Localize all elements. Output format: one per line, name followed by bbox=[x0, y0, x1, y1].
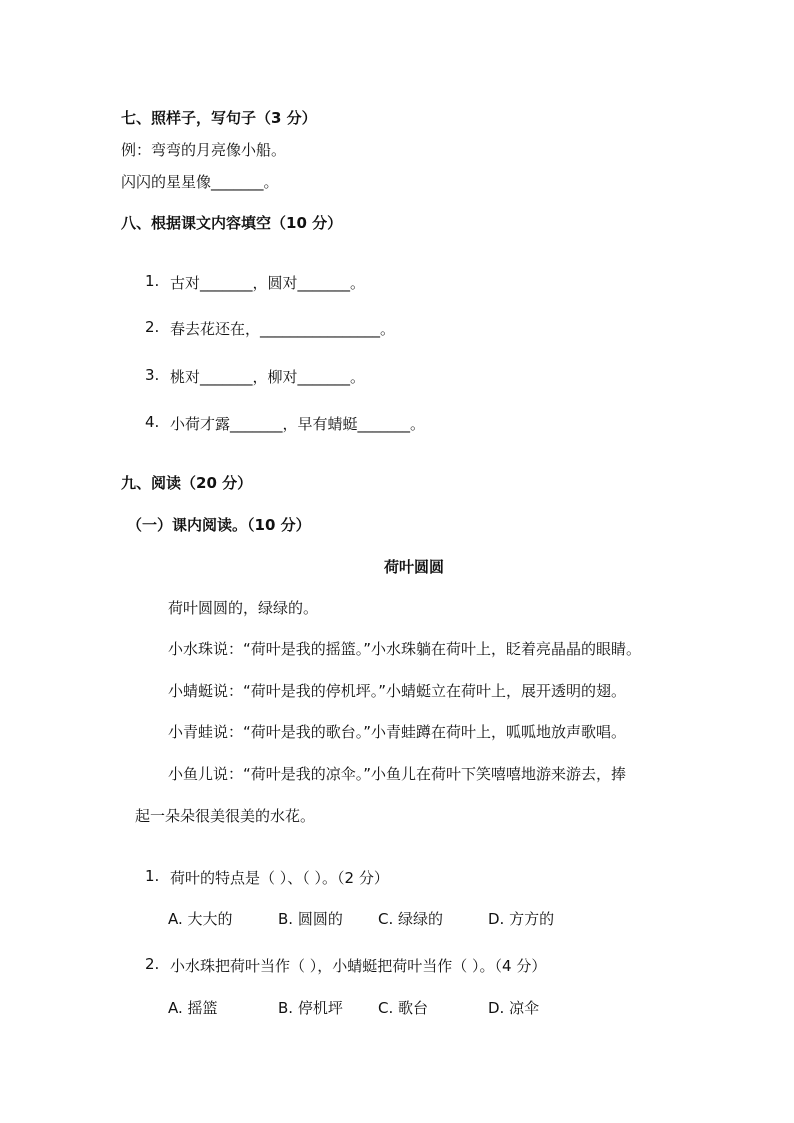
fill-item-2: 春去花还在，________________。 bbox=[170, 320, 396, 338]
passage-paragraph: 荷叶圆圆的，绿绿的。 bbox=[168, 599, 319, 617]
question-1-text: 荷叶的特点是（ ）、（ ）。（2 分） bbox=[170, 869, 389, 887]
question-2-option-d: D. 凉伞 bbox=[488, 999, 540, 1017]
question-2-num: 2. bbox=[145, 955, 160, 973]
question-1-option-b: B. 圆圆的 bbox=[278, 910, 343, 928]
section9-subheading: （一）课内阅读。（10 分） bbox=[127, 516, 311, 534]
section8-heading: 八、根据课文内容填空（10 分） bbox=[121, 214, 343, 232]
question-2-option-c: C. 歌台 bbox=[378, 999, 429, 1017]
passage-paragraph: 小青蛙说：“荷叶是我的歌台。”小青蛙蹲在荷叶上，呱呱地放声歌唱。 bbox=[168, 723, 627, 741]
question-1-option-d: D. 方方的 bbox=[488, 910, 555, 928]
passage-paragraph: 小鱼儿说：“荷叶是我的凉伞。”小鱼儿在荷叶下笑嘻嘻地游来游去，捧 bbox=[168, 765, 627, 783]
question-2-option-b: B. 停机坪 bbox=[278, 999, 343, 1017]
question-1-num: 1. bbox=[145, 867, 160, 885]
question-1-option-a: A. 大大的 bbox=[168, 910, 233, 928]
fill-item-1-num: 1. bbox=[145, 272, 160, 290]
section7-heading: 七、照样子，写句子（3 分） bbox=[121, 109, 317, 127]
passage-paragraph: 起一朵朵很美很美的水花。 bbox=[135, 807, 316, 825]
section7-example: 例：弯弯的月亮像小船。 bbox=[121, 141, 287, 159]
section7-prompt: 闪闪的星星像_______。 bbox=[121, 173, 279, 191]
passage-paragraph: 小蜻蜓说：“荷叶是我的停机坪。”小蜻蜓立在荷叶上，展开透明的翅。 bbox=[168, 682, 627, 700]
passage-title: 荷叶圆圆 bbox=[384, 558, 445, 576]
fill-item-4: 小荷才露_______，早有蜻蜓_______。 bbox=[170, 415, 426, 433]
question-2-option-a: A. 摇篮 bbox=[168, 999, 218, 1017]
question-1-option-c: C. 绿绿的 bbox=[378, 910, 444, 928]
fill-item-4-num: 4. bbox=[145, 413, 160, 431]
question-2-text: 小水珠把荷叶当作（ ），小蜻蜓把荷叶当作（ ）。（4 分） bbox=[170, 957, 547, 975]
fill-item-3: 桃对_______，柳对_______。 bbox=[170, 368, 366, 386]
fill-item-3-num: 3. bbox=[145, 366, 160, 384]
passage-paragraph: 小水珠说：“荷叶是我的摇篮。”小水珠躺在荷叶上，眨着亮晶晶的眼睛。 bbox=[168, 640, 642, 658]
fill-item-2-num: 2. bbox=[145, 318, 160, 336]
section9-heading: 九、阅读（20 分） bbox=[121, 474, 253, 492]
fill-item-1: 古对_______，圆对_______。 bbox=[170, 274, 366, 292]
